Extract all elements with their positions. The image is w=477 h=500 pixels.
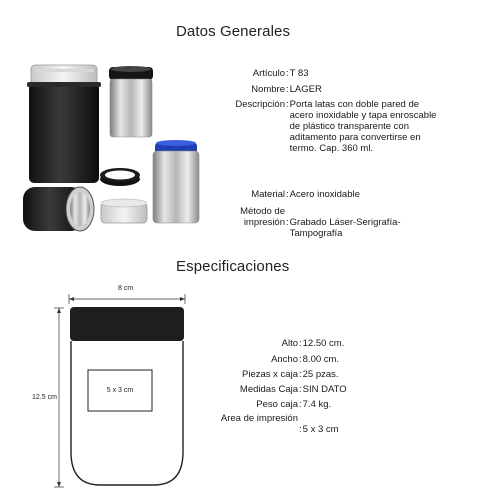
- separator: :: [299, 399, 302, 410]
- label-material: Material: [251, 189, 285, 200]
- label-peso: Peso caja: [256, 399, 298, 410]
- steel-cup: [109, 66, 153, 137]
- row-area: [220, 413, 339, 435]
- value-nombre: LAGER: [289, 84, 322, 95]
- value-articulo: T 83: [289, 68, 309, 79]
- height-dimension-line: [54, 308, 64, 487]
- label-area: Area de impresión: [220, 413, 298, 424]
- clear-lid: [101, 199, 147, 223]
- label-articulo: Artículo: [252, 68, 285, 79]
- row-metodo: [210, 206, 425, 239]
- black-ring: [100, 168, 140, 186]
- row-peso: [220, 399, 331, 410]
- black-tumbler: [27, 65, 101, 183]
- separator: :: [299, 369, 302, 380]
- label-medidas: Medidas Caja: [239, 384, 298, 395]
- value-descripcion: Porta latas con doble pared de acero inoxidable y tapa enroscable de plástico transparente con aditamento para convertirse en termo. Cap. 360 ml.: [289, 99, 437, 154]
- value-area: 5 x 3 cm: [302, 424, 339, 435]
- separator: :: [286, 217, 289, 228]
- row-nombre: [210, 84, 322, 95]
- general-title: Datos Generales: [176, 23, 291, 40]
- label-ancho: Ancho: [271, 354, 298, 365]
- width-dimension-line: [69, 294, 185, 304]
- separator: :: [299, 424, 302, 435]
- lying-cup: [23, 187, 94, 231]
- value-material: Acero inoxidable: [289, 189, 360, 200]
- width-label: 8 cm: [118, 285, 134, 292]
- row-alto: [220, 338, 344, 349]
- value-piezas: 25 pzas.: [302, 369, 339, 380]
- specs-title: Especificaciones: [176, 258, 290, 275]
- row-piezas: [220, 369, 339, 380]
- product-photo: [10, 55, 215, 240]
- row-ancho: [220, 354, 339, 365]
- row-material: [210, 189, 360, 200]
- row-articulo: [210, 68, 308, 79]
- label-nombre: Nombre: [251, 84, 285, 95]
- value-ancho: 8.00 cm.: [302, 354, 340, 365]
- separator: :: [299, 384, 302, 395]
- dimension-diagram: [50, 292, 200, 497]
- value-medidas: SIN DATO: [302, 384, 347, 395]
- value-peso: 7.4 kg.: [302, 399, 332, 410]
- can-holder: [153, 140, 199, 223]
- label-alto: Alto: [281, 338, 298, 349]
- separator: :: [299, 354, 302, 365]
- print-area-label: 5 x 3 cm: [106, 387, 134, 394]
- row-descripcion: [210, 99, 440, 154]
- value-alto: 12.50 cm.: [302, 338, 345, 349]
- value-metodo: Grabado Láser-Serigrafía-Tampografía: [289, 217, 401, 239]
- separator: :: [286, 99, 289, 110]
- separator: :: [286, 68, 289, 79]
- label-piezas: Piezas x caja: [242, 369, 298, 380]
- height-label: 12.5 cm: [32, 394, 57, 401]
- label-descripcion: Descripción: [235, 99, 285, 110]
- row-medidas: [220, 384, 347, 395]
- separator: :: [299, 338, 302, 349]
- separator: :: [286, 84, 289, 95]
- label-metodo: Método de impresión: [240, 206, 285, 228]
- separator: :: [286, 189, 289, 200]
